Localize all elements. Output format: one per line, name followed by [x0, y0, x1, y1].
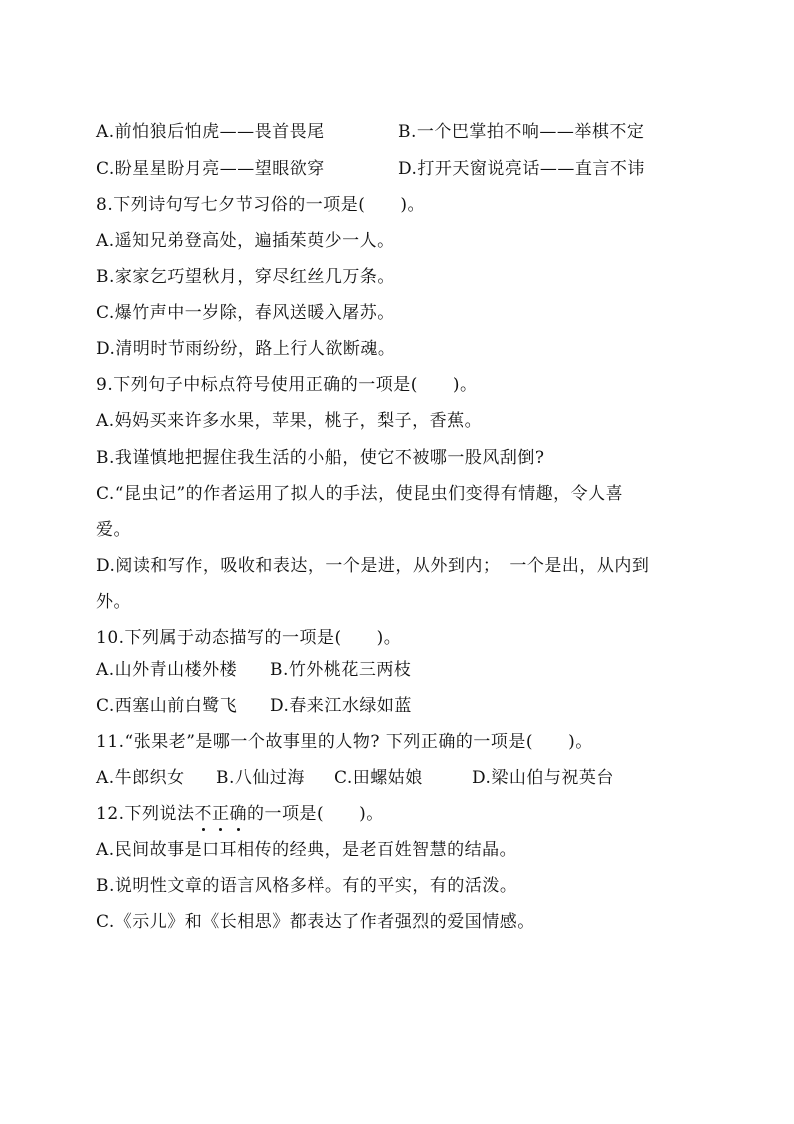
q8-option-c: C.爆竹声中一岁除，春风送暖入屠苏。 [96, 303, 395, 323]
q12-option-b: B.说明性文章的语言风格多样。有的平实，有的活泼。 [96, 876, 518, 896]
q11-option-d: D.梁山伯与祝英台 [472, 768, 614, 788]
q10-stem: 10.下列属于动态描写的一项是( )。 [96, 628, 402, 648]
q9-option-b: B.我谨慎地把握住我生活的小船，使它不被哪一股风刮倒? [96, 448, 545, 468]
q11-stem: 11.“张果老”是哪一个故事里的人物? 下列正确的一项是( )。 [96, 732, 593, 752]
q7-option-d: D.打开天窗说亮话——直言不讳 [398, 159, 645, 179]
q12-option-a: A.民间故事是口耳相传的经典，是老百姓智慧的结晶。 [96, 840, 518, 860]
q8-stem: 8.下列诗句写七夕节习俗的一项是( )。 [96, 195, 425, 215]
q7-option-c: C.盼星星盼月亮——望眼欲穿 [96, 159, 325, 179]
q12-emphasis-char-3: 确 [229, 804, 248, 824]
q12-emphasis-char-1: 不 [194, 804, 213, 824]
q12-option-c: C.《示儿》和《长相思》都表达了作者强烈的爱国情感。 [96, 912, 535, 932]
q8-option-b: B.家家乞巧望秋月，穿尽红丝几万条。 [96, 267, 395, 287]
q8-option-d: D.清明时节雨纷纷，路上行人欲断魂。 [96, 339, 396, 359]
q12-stem [96, 802, 384, 826]
q7-option-b: B.一个巴掌拍不响——举棋不定 [398, 122, 645, 142]
q12-stem-before: 12.下列说法 [96, 804, 195, 824]
q10-option-b: B.竹外桃花三两枝 [270, 660, 412, 680]
q8-option-a: A.遥知兄弟登高处，遍插茱萸少一人。 [96, 231, 395, 251]
q9-option-c-line1: C.“昆虫记”的作者运用了拟人的手法，使昆虫们变得有情趣，令人喜 [96, 484, 624, 504]
q10-option-d: D.春来江水绿如蓝 [270, 696, 412, 716]
q10-option-a: A.山外青山楼外楼 [96, 660, 238, 680]
q12-emphasis-char-2: 正 [212, 804, 230, 824]
q9-option-d-line2: 外。 [96, 592, 131, 612]
q9-stem: 9.下列句子中标点符号使用正确的一项是( )。 [96, 375, 478, 395]
q7-option-a: A.前怕狼后怕虎——畏首畏尾 [96, 122, 325, 142]
q9-option-c-line2: 爱。 [96, 520, 131, 540]
q12-stem-after: 的一项是( )。 [247, 804, 384, 824]
q11-option-b: B.八仙过海 [216, 768, 305, 788]
q11-option-a: A.牛郎织女 [96, 768, 185, 788]
q9-option-a: A.妈妈买来许多水果，苹果，桃子，梨子，香蕉。 [96, 411, 483, 431]
q11-option-c: C.田螺姑娘 [334, 768, 423, 788]
q10-option-c: C.西塞山前白鹭飞 [96, 696, 238, 716]
q9-option-d-line1: D.阅读和写作，吸收和表达，一个是进，从外到内； 一个是出，从内到 [96, 556, 650, 576]
